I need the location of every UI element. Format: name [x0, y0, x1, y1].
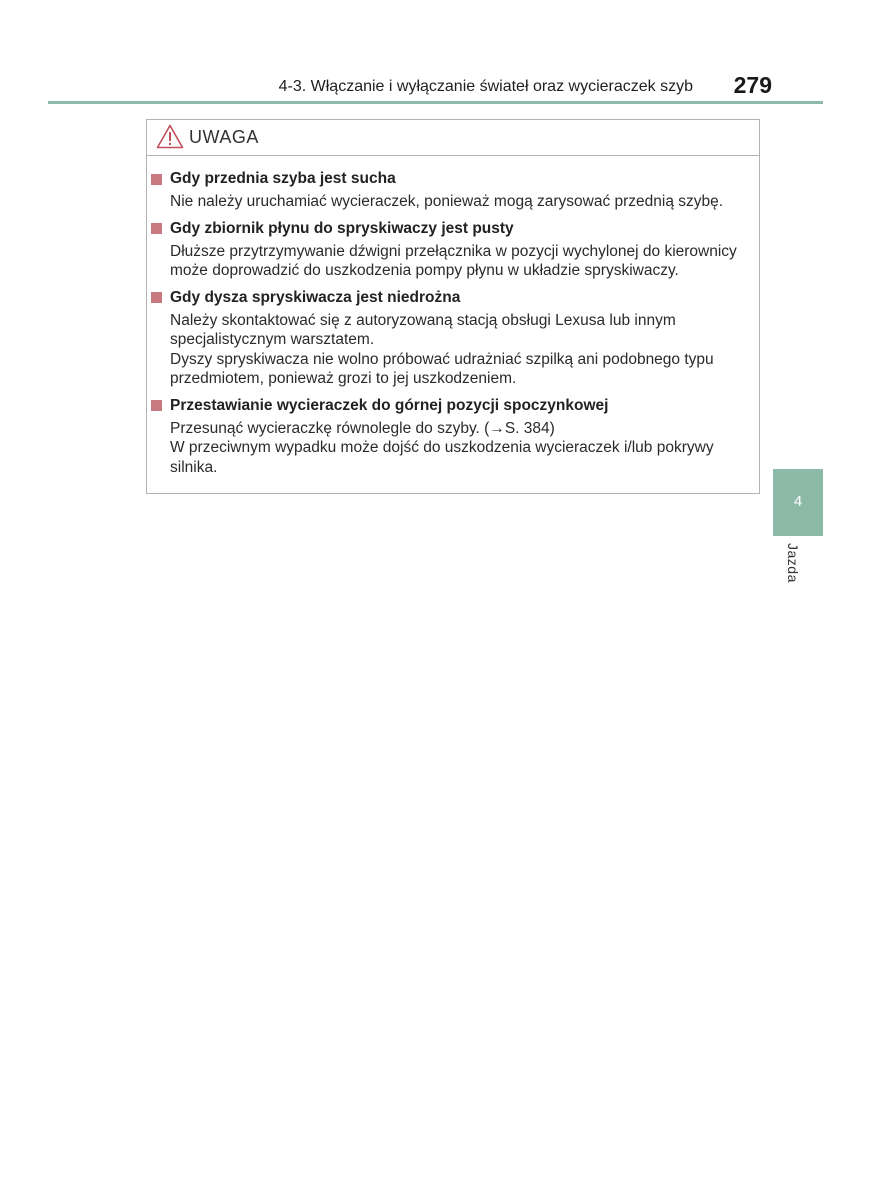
section-heading-text: Gdy dysza spryskiwacza jest niedrożna [170, 288, 461, 306]
section-text [151, 192, 747, 212]
caution-section [151, 218, 747, 281]
section-paragraph: Dyszy spryskiwacza nie wolno próbować udrażniać szpilką ani podobnego typu przedmiotem, ponieważ grozi to jej uszkodzeniem. [170, 350, 714, 387]
bullet-square-icon [151, 292, 162, 303]
page-number: 279 [733, 72, 772, 98]
section-paragraph: Należy skontaktować się z autoryzowaną stacją obsługi Lexusa lub innym specjalistycznym warsztatem. [170, 311, 676, 348]
section-heading [151, 287, 747, 309]
section-heading-text: Gdy przednia szyba jest sucha [170, 170, 396, 187]
section-heading [151, 168, 747, 190]
section-paragraph: Przesunąć wycieraczkę równolegle do szyby. (→S. 384) [170, 419, 555, 437]
section-text [151, 419, 747, 478]
caution-section [151, 395, 747, 478]
caution-title: UWAGA [189, 127, 259, 147]
section-text [151, 242, 747, 281]
caution-box [146, 119, 760, 494]
chapter-label: Jazda [785, 543, 801, 583]
section-heading [151, 218, 747, 240]
caution-section [151, 287, 747, 389]
section-paragraph: Nie należy uruchamiać wycieraczek, ponieważ mogą zarysować przednią szybę. [170, 193, 724, 210]
caution-section [151, 168, 747, 212]
section-heading-text: Przestawianie wycieraczek do górnej pozycji spoczynkowej [170, 396, 609, 414]
section-heading-text: Gdy zbiornik płynu do spryskiwaczy jest pusty [170, 219, 514, 237]
header-divider [48, 101, 823, 104]
section-paragraph: W przeciwnym wypadku może dojść do uszkodzenia wycieraczek i/lub pokrywy silnika. [170, 439, 714, 476]
caution-header [147, 120, 759, 156]
bullet-square-icon [151, 174, 162, 185]
chapter-number: 4 [793, 493, 803, 510]
bullet-square-icon [151, 400, 162, 411]
caution-body [147, 156, 759, 477]
page-header [0, 72, 775, 102]
section-paragraph: Dłuższe przytrzymywanie dźwigni przełącznika w pozycji wychylonej do kierownicy może doprowadzić do uszkodzenia pompy płynu w układzie spryskiwaczy. [170, 242, 737, 279]
warning-triangle-icon [156, 124, 184, 149]
chapter-tab[interactable] [773, 469, 823, 536]
section-title: 4-3. Włączanie i wyłączanie świateł oraz wycieraczek szyb [278, 78, 693, 95]
section-heading [151, 395, 747, 417]
section-text [151, 311, 747, 389]
bullet-square-icon [151, 223, 162, 234]
